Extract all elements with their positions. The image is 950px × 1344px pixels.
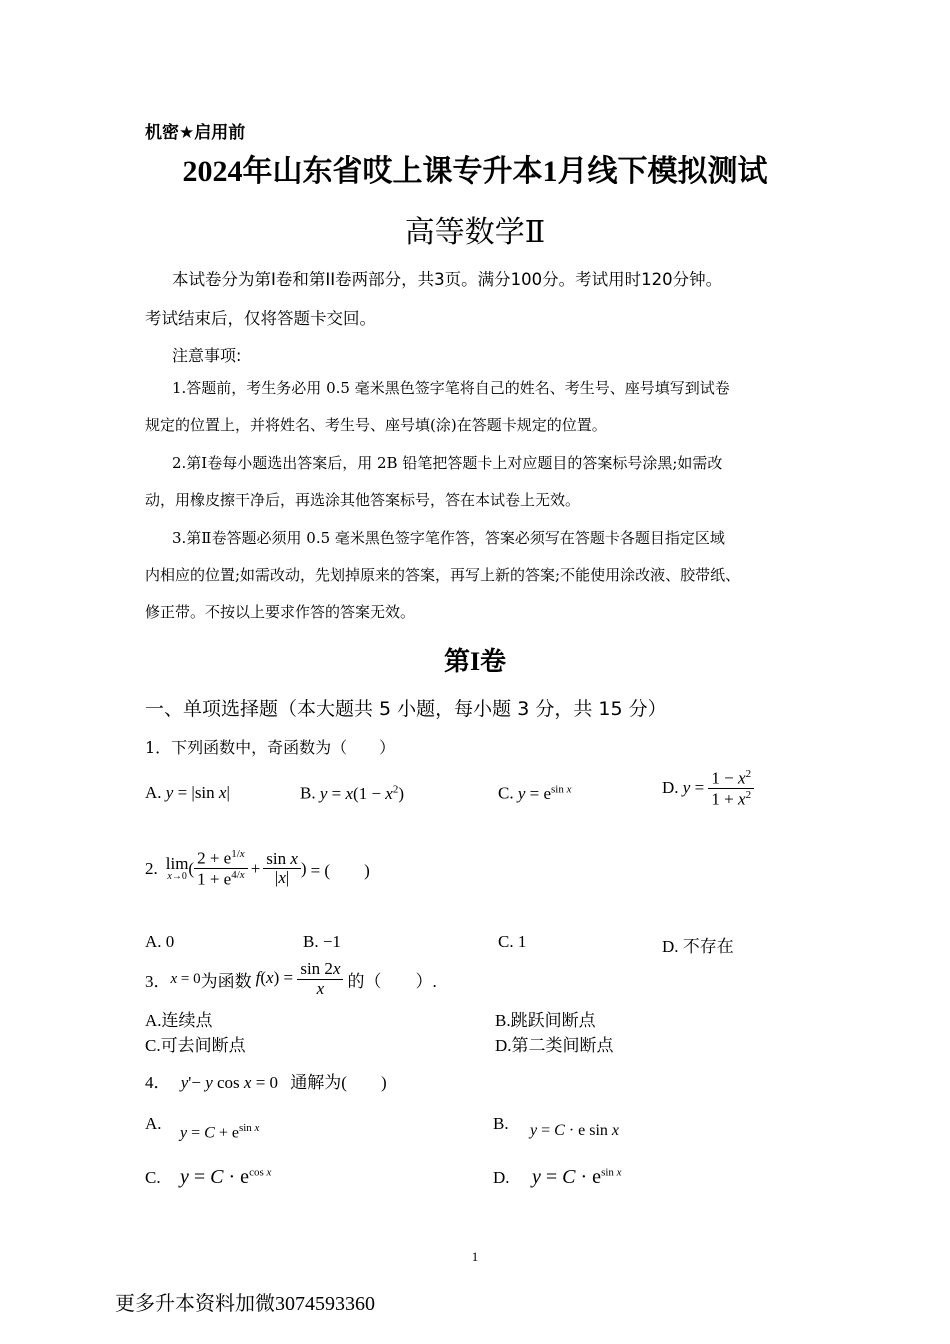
confidential-label: 机密★启用前 [145,123,246,143]
question-4-option-c-label: C. [145,1168,161,1187]
option-d-label: D. [662,777,679,797]
question-4-option-c-formula: $y = C \cdot e^{cos x}$ [180,1166,272,1188]
question-1-stem: 1．下列函数中，奇函数为（ ） [145,738,396,757]
note-1-line-1: 1.答题前，考生务必用 0.5 毫米黑色签字笔将自己的姓名、考生号、座号填写到试卷 [172,379,730,397]
question-2: 2. lim x→0 ( $\frac{2 + e^{1/x}}{1 + e^{4/x}}$ + $\frac{\text{sin x}}{|x|}$ ) = ( ) [145,848,370,889]
ode-expression: y'− y cos x = 0 [180,1073,279,1092]
question-3-option-c: C.可去间断点 [145,1036,246,1055]
option-b-label: B. [300,783,316,803]
limit-fraction-2: $\frac{\text{sin x}}{|x|}$ [263,850,301,888]
question-1-option-a [145,783,230,803]
question-4-option-a-label: A. [145,1114,162,1133]
option-a-label: A. [145,783,162,802]
question-3-option-d: D.第二类间断点 [495,1036,614,1055]
part-one-title: 第I卷 [443,647,507,676]
question-4-number: 4． [145,1073,171,1092]
question-4-tail: 通解为( ) [290,1073,387,1092]
question-3-tail: 的（ ）. [347,971,437,991]
page-title: 2024年山东省哎上课专升本1月线下模拟测试 [182,155,768,188]
option-c-label: C. [498,783,514,803]
note-2-line-1: 2.第Ⅰ卷每小题选出答案后，用 2B 铅笔把答题卡上对应题目的答案标号涂黑;如需改 [172,454,723,472]
note-3-line-2: 内相应的位置;如需改动，先划掉原来的答案，再写上新的答案;不能使用涂改液、胶带纸、 [145,566,741,584]
question-4-option-d-label: D. [493,1168,510,1187]
question-2-option-d: D. 不存在 [662,937,734,956]
limit-fraction-1: $\frac{2 + e^{1/x}}{1 + e^{4/x}}$ [194,848,248,890]
formula-b: $y = x(1 - x^2)$ [319,783,404,803]
promo-footer: 更多升本资料加微3074593360 [115,1293,375,1315]
question-4-option-d-formula: $y = C \cdot e^{sin x}$ [532,1166,622,1188]
point-expression: x = 0 [170,970,201,987]
formula-d: y = $\frac{1 - x^2}{1 + x^2}$ [683,778,754,797]
question-3-number: 3． [145,971,171,991]
intro-line-2: 考试结束后，仅将答题卡交回。 [145,309,376,328]
formula-a: y = |sin x| [165,783,230,802]
note-2-line-2: 动，用橡皮擦干净后，再选涂其他答案标号，答在本试卷上无效。 [145,491,581,509]
question-3-option-a: A.连续点 [145,1011,213,1030]
section-heading: 一、单项选择题（本大题共 5 小题，每小题 3 分，共 15 分） [145,698,667,720]
function-expression: f(x) = $\frac{\sin 2x}{x}$ [256,960,344,998]
question-2-option-b: B. −1 [303,932,341,951]
question-4 [145,1068,387,1093]
note-3-line-1: 3.第Ⅱ卷答题必须用 0.5 毫米黑色签字笔作答，答案必须写在答题卡各题目指定区域 [172,529,725,547]
question-2-tail: = ( ) [310,861,370,881]
question-2-number: 2. [145,858,158,878]
formula-c: $y = e^{sin x}$ [517,783,572,803]
question-2-option-c: C. 1 [498,932,527,951]
note-1-line-2: 规定的位置上，并将姓名、考生号、座号填(涂)在答题卡规定的位置。 [145,416,607,434]
question-3-mid: 为函数 [200,971,252,991]
question-2-option-a: A. 0 [145,932,175,951]
question-1-option-c [498,783,572,804]
question-3-option-b: B.跳跃间断点 [495,1011,596,1030]
page-number: 1 [471,1249,479,1264]
question-4-option-b-label: B. [493,1114,509,1133]
intro-line-1: 本试卷分为第I卷和第II卷两部分，共3页。满分100分。考试用时120分钟。 [172,270,723,289]
limit-operator: lim x→0 [165,854,189,883]
subject-title: 高等数学Ⅱ [404,216,546,249]
question-1-option-b [300,783,404,804]
question-4-option-a-formula: $y = C + e^{sin x}$ [180,1122,260,1142]
question-1-option-d [662,768,754,810]
question-4-option-b-formula: y = C · e sin x [530,1122,620,1139]
note-3-line-3: 修正带。不按以上要求作答的答案无效。 [145,603,416,621]
notes-title: 注意事项: [172,346,242,365]
question-3 [145,960,437,998]
